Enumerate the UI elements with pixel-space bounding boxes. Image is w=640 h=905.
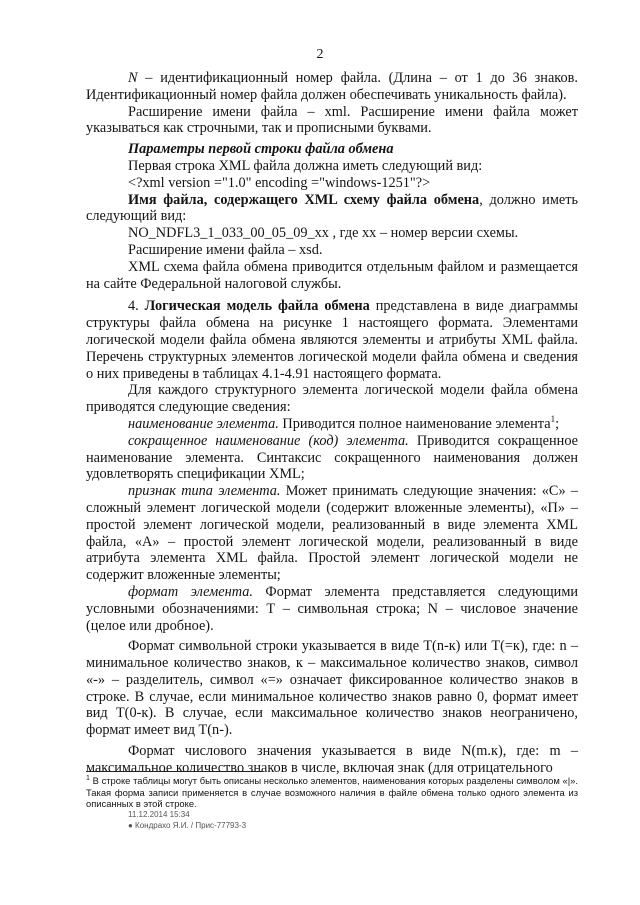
paragraph-first-line-intro: Первая строка XML файла должна иметь следующий вид: bbox=[128, 157, 483, 174]
paragraph-string-format: Формат символьной строки указывается в виде Т(n-к) или Т(=к), где: n – минимальное количество знаков, к – максимальное количество знаков, символ «-» – разделитель, символ «=» означает фиксированное количество знаков в строке. В случае, если минимальное количество знаков равно 0, формат имеет вид Т(0-к). В случае, если максимальное количество знаков неограничено, формат имеет вид Т(n-). bbox=[86, 638, 578, 739]
element-name-term: наименование элемента. bbox=[128, 415, 279, 432]
item-element-code bbox=[86, 433, 578, 483]
schema-name-heading: Имя файла, содержащего XML схему файла обмена bbox=[128, 191, 480, 208]
element-code-term: сокращенное наименование (код) элемента. bbox=[128, 432, 409, 449]
page-number: 2 bbox=[316, 47, 324, 62]
paragraph-extension: Расширение имени файла – xml. Расширение имени файла может указываться как строчными, так и прописными буквами. bbox=[86, 103, 578, 137]
element-type-term: признак типа элемента. bbox=[128, 483, 281, 500]
section-heading-text: Параметры первой строки файла обмена bbox=[128, 141, 394, 158]
schema-name-text: , должно иметь следующий вид: bbox=[86, 191, 578, 225]
logical-model-heading: Логическая модель файла обмена bbox=[144, 298, 370, 315]
footnote-reference: 1 bbox=[550, 414, 556, 425]
footnote-mark: 1 bbox=[86, 774, 90, 782]
paragraph-schema-location: XML схема файла обмена приводится отдельным файлом и размещается на сайте Федеральной налоговой службы. bbox=[86, 258, 578, 292]
paragraph-number-format: Формат числового значения указывается в виде N(m.к), где: m – максимальное количество знаков в числе, включая знак (для отрицательного bbox=[86, 743, 578, 776]
paragraph-element-info-intro: Для каждого структурного элемента логической модели файла обмена приводятся следующие сведения: bbox=[86, 382, 578, 416]
paragraph-logical-model bbox=[86, 298, 578, 382]
paragraph-schema-name bbox=[86, 192, 578, 226]
xml-declaration: <?xml version ="1.0" encoding ="windows-1251"?> bbox=[128, 174, 431, 191]
stamp-signature: ● Кондрахо Я.И. / Прис-77793-3 bbox=[128, 821, 247, 830]
section-heading-first-line bbox=[86, 141, 578, 158]
file-id-description: – идентификационный номер файла. (Длина – от 1 до 36 знаков. Идентификационный номер файла должен обеспечивать уникальность файла). bbox=[86, 70, 578, 103]
item-element-format bbox=[86, 584, 578, 634]
item-element-type bbox=[86, 483, 578, 584]
paragraph-file-id bbox=[86, 70, 578, 104]
element-name-text: Приводится полное наименование элемента bbox=[278, 415, 551, 432]
paragraph-xsd-extension: Расширение имени файла – xsd. bbox=[128, 241, 323, 258]
schema-file-name: NO_NDFL3_1_033_00_05_09_xx , где хх – номер версии схемы. bbox=[128, 225, 519, 242]
stamp-timestamp: 11.12.2014 15:34 bbox=[128, 810, 190, 819]
element-format-text: Формат элемента представляется следующими условными обозначениями: Т – символьная строка; N – числовое значение (целое или дробное). bbox=[86, 583, 579, 634]
item-element-name bbox=[86, 416, 578, 433]
footnote bbox=[86, 775, 578, 810]
element-code-text: Приводится сокращенное наименование элемента. Синтаксис сокращенного наименования должен удовлетворять спецификации XML; bbox=[86, 432, 578, 483]
file-id-symbol: N bbox=[128, 70, 138, 86]
element-name-tail: ; bbox=[555, 415, 560, 432]
element-type-text: Может принимать следующие значения: «С» – сложный элемент логической модели (содержит вложенные элементы), «П» – простой элемент логической модели, реализованный в виде элемента XML файла, «А» – простой элемент логической модели, реализованный в виде атрибута элемента XML файла. Простой элемент логической модели не содержит вложенные элементы; bbox=[86, 483, 578, 584]
document-body bbox=[86, 70, 578, 777]
footnote-divider bbox=[86, 771, 262, 772]
element-format-term: формат элемента. bbox=[128, 583, 253, 600]
section-number: 4. bbox=[128, 298, 145, 315]
footnote-text: В строке таблицы могут быть описаны несколько элементов, наименования которых разделены символом «|». Такая форма записи применяется в случае возможного наличия в файле обмена только одного элемента из описанных в этой строке. bbox=[86, 775, 578, 810]
logical-model-text: представлена в виде диаграммы структуры файла обмена на рисунке 1 настоящего формата. Элементами логической модели файла обмена являются элементы и атрибуты XML файла. Перечень структурных элементов логической модели файла обмена и сведения о них приведены в таблицах 4.1-4.91 настоящего формата. bbox=[86, 298, 579, 382]
